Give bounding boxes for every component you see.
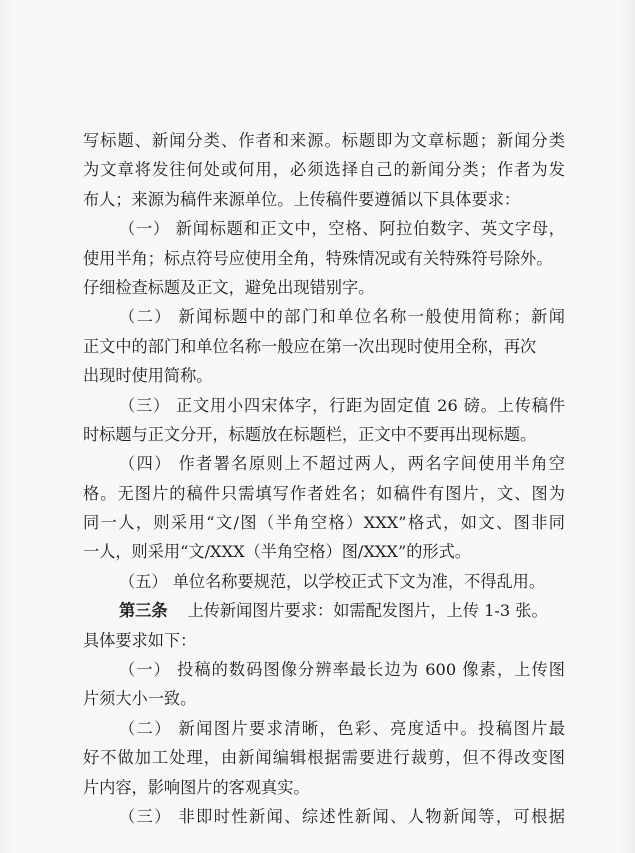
item-3-line-2 — [83, 420, 565, 449]
item-5-line-1 — [83, 567, 565, 596]
document-body — [83, 126, 565, 831]
text-line-1-content: 写标题、新闻分类、作者和来源。标题即为文章标题；新闻分类 — [83, 131, 565, 150]
item-2-line-3-content: 出现时使用简称。 — [83, 366, 213, 386]
item-2-line-1 — [83, 302, 565, 331]
article-3-item-1-line-1 — [83, 655, 565, 684]
item-2-line-3 — [83, 361, 565, 390]
article-3-item-2-line-3 — [83, 773, 565, 802]
item-1-line-1 — [83, 214, 565, 243]
item-4-line-1-content: （四） 作者署名原则上不超过两人，两名字间使用半角空 — [119, 454, 565, 474]
item-4-line-4-content: 一人，则采用“文/XXX（半角空格）图/XXX”的形式。 — [83, 542, 471, 562]
item-1-line-2-content: 使用半角；标点符号应使用全角，特殊情况或有关特殊符号除外。 — [83, 248, 553, 268]
item-1-line-3-content: 仔细检查标题及正文，避免出现错别字。 — [83, 277, 375, 297]
item-3-line-1-content: （三） 正文用小四宋体字，行距为固定值 26 磅。上传稿件 — [119, 395, 565, 415]
article-3-heading — [83, 596, 548, 625]
article-3-line-1 — [83, 596, 565, 625]
article-3-line-1-content: 上传新闻图片要求：如需配发图片，上传 1-3 张。 — [187, 601, 548, 621]
article-3-line-2-content: 具体要求如下： — [83, 630, 197, 650]
article-3-item-3-line-1 — [83, 802, 565, 831]
item-4-line-2 — [83, 479, 565, 508]
item-1-line-2 — [83, 244, 565, 273]
item-4-line-3 — [83, 508, 565, 537]
text-line-3-content: 布人；来源为稿件来源单位。上传稿件要遵循以下具体要求： — [83, 189, 521, 209]
item-5-line-1-content: （五） 单位名称要规范，以学校正式下文为准，不得乱用。 — [119, 571, 546, 591]
item-4-line-4 — [83, 537, 565, 566]
article-3-item-2-line-2-content: 好不做加工处理，由新闻编辑根据需要进行裁剪，但不得改变图 — [83, 748, 565, 768]
item-2-line-2-content: 正文中的部门和单位名称一般应在第一次出现时使用全称，再次 — [83, 336, 537, 356]
text-line-2 — [83, 155, 565, 184]
item-2-line-1-content: （二） 新闻标题中的部门和单位名称一般使用简称；新闻 — [119, 307, 565, 327]
article-label: 第三条 — [119, 601, 168, 621]
item-1-line-3 — [83, 273, 565, 302]
text-line-1 — [83, 126, 565, 155]
article-3-item-2-line-3-content: 片内容，影响图片的客观真实。 — [83, 777, 310, 797]
text-line-2-content: 为文章将发往何处或何用，必须选择自己的新闻分类；作者为发 — [83, 160, 565, 180]
text-line-3 — [83, 185, 565, 214]
article-3-item-1-line-2 — [83, 684, 565, 713]
item-4-line-1 — [83, 449, 565, 478]
article-3-item-1-line-1-content: （一） 投稿的数码图像分辨率最长边为 600 像素，上传图 — [119, 660, 565, 680]
article-3-line-2 — [83, 626, 565, 655]
item-1-line-1-content: （一） 新闻标题和正文中，空格、阿拉伯数字、英文字母， — [119, 219, 565, 239]
item-3-line-1 — [83, 391, 565, 420]
item-3-line-2-content: 时标题与正文分开，标题放在标题栏，正文中不要再出现标题。 — [83, 424, 537, 444]
item-4-line-3-content: 同一人，则采用“文/图（半角空格）XXX”格式，如文、图非同 — [83, 513, 565, 533]
article-3-item-1-line-2-content: 片须大小一致。 — [83, 689, 197, 709]
item-2-line-2 — [83, 332, 565, 361]
article-3-item-2-line-1-content: （二） 新闻图片要求清晰，色彩、亮度适中。投稿图片最 — [119, 718, 565, 738]
article-3-item-3-line-1-content: （三） 非即时性新闻、综述性新闻、人物新闻等，可根据 — [119, 806, 565, 826]
article-3-item-2-line-2 — [83, 743, 565, 772]
article-3-item-2-line-1 — [83, 714, 565, 743]
item-4-line-2-content: 格。无图片的稿件只需填写作者姓名；如稿件有图片，文、图为 — [83, 483, 565, 503]
